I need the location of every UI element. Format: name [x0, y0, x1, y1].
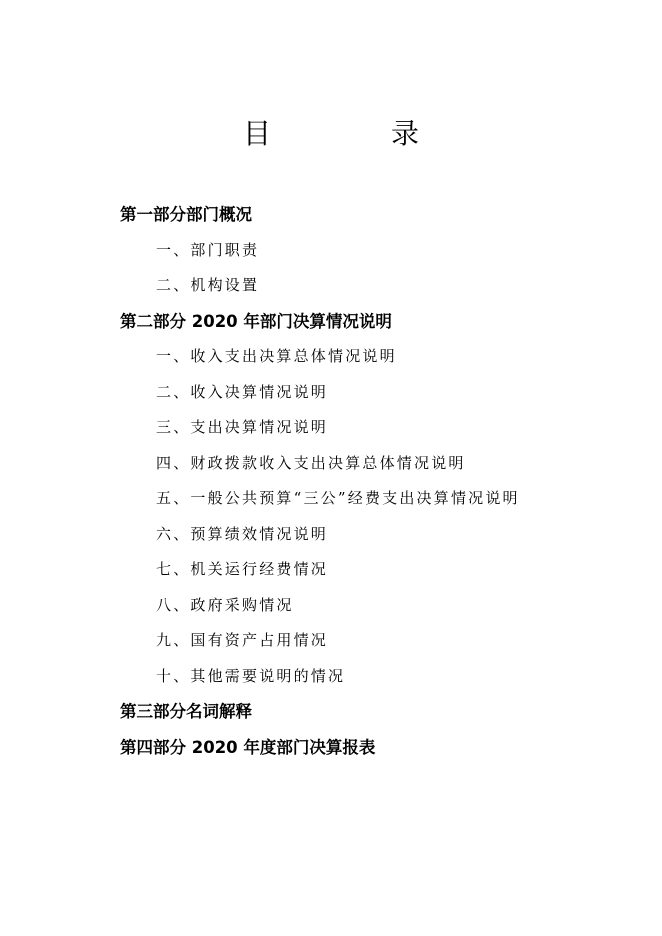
- toc-entry-section[interactable]: 一、部门职责: [156, 240, 260, 259]
- toc-entry-section[interactable]: 六、预算绩效情况说明: [156, 524, 329, 543]
- toc-entry-section[interactable]: 七、机关运行经费情况: [156, 560, 329, 578]
- table-of-contents: [0, 197, 662, 765]
- toc-entry-part-1[interactable]: 第一部分部门概况: [120, 205, 252, 224]
- toc-entry-section[interactable]: 二、机构设置: [156, 276, 260, 294]
- toc-entry-section[interactable]: 四、财政拨款收入支出决算总体情况说明: [156, 453, 466, 472]
- toc-entry-section[interactable]: 三、支出决算情况说明: [156, 418, 329, 436]
- toc-entry-section[interactable]: 一、收入支出决算总体情况说明: [156, 347, 397, 365]
- toc-entry-section[interactable]: 二、收入决算情况说明: [156, 382, 329, 401]
- toc-entry-part-2[interactable]: 第二部分 2020 年部门决算情况说明: [120, 311, 392, 331]
- page-title: 目 录: [242, 117, 465, 150]
- toc-entry-part-4[interactable]: 第四部分 2020 年度部门决算报表: [120, 737, 376, 757]
- toc-entry-section[interactable]: 九、国有资产占用情况: [156, 631, 329, 649]
- toc-entry-part-3[interactable]: 第三部分名词解释: [120, 702, 252, 721]
- toc-entry-section[interactable]: 五、一般公共预算“三公”经费支出决算情况说明: [156, 489, 520, 507]
- toc-entry-section[interactable]: 八、政府采购情况: [156, 595, 294, 614]
- toc-entry-section[interactable]: 十、其他需要说明的情况: [156, 666, 346, 685]
